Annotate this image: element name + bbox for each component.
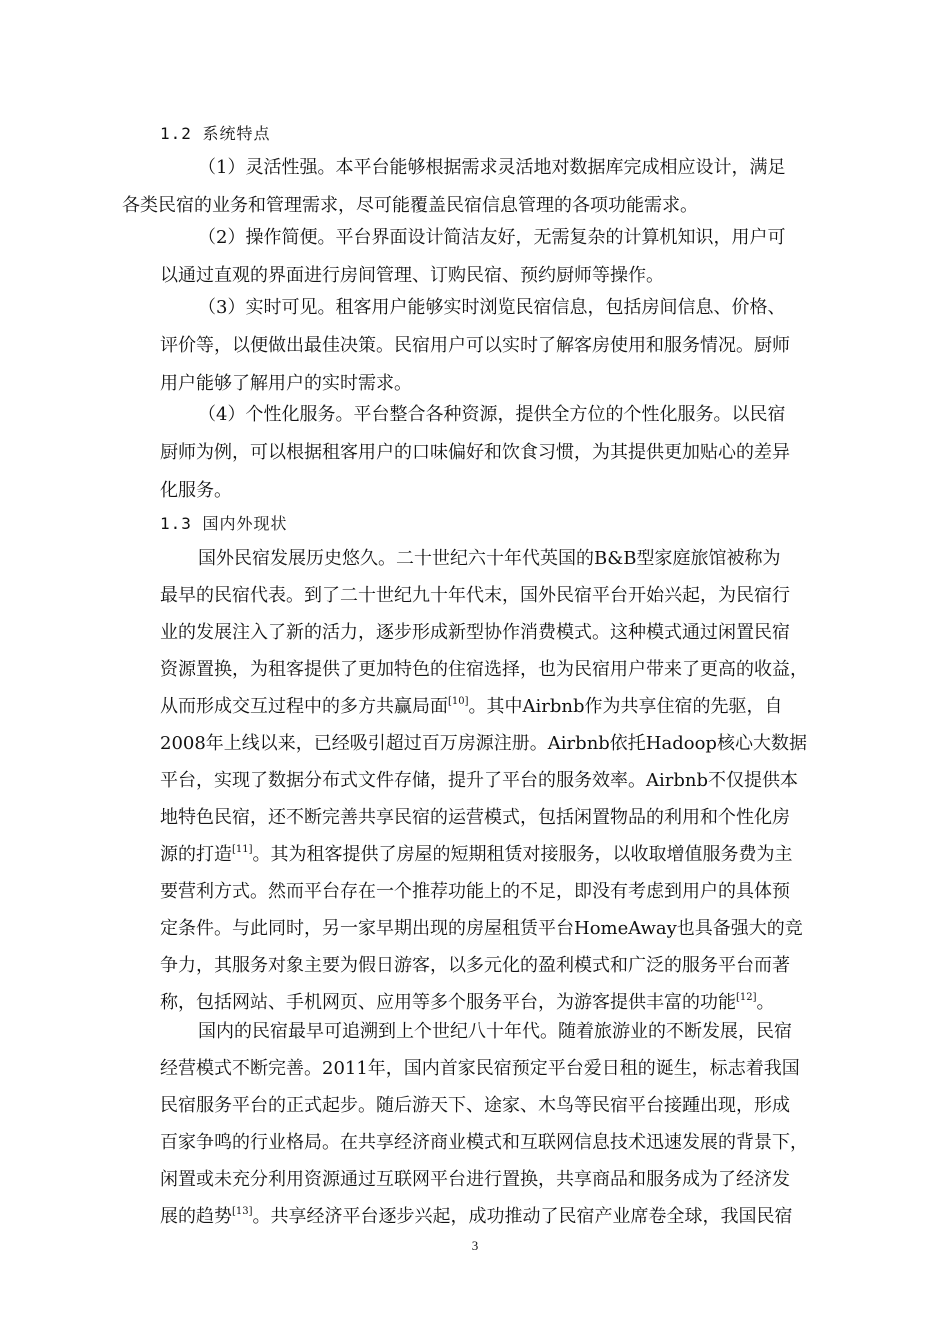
text-segment: 。其为租客提供了房屋的短期租赁对接服务，以收取增值服务费为主 (252, 844, 793, 865)
citation-ref-13: [13] (232, 1206, 253, 1217)
text-line: （2）操作简便。平台界面设计简洁友好，无需复杂的计算机知识，用户可 (198, 227, 786, 248)
paragraph-abroad (160, 540, 830, 1021)
text-line: 用户能够了解用户的实时需求。 (160, 373, 412, 394)
text-line: 民宿服务平台的正式起步。随后游天下、途家、木鸟等民宿平台接踵出现，形成 (160, 1095, 790, 1116)
text-line: 百家争鸣的行业格局。在共享经济商业模式和互联网信息技术迅速发展的背景下， (160, 1132, 808, 1153)
text-line: （3）实时可见。租客用户能够实时浏览民宿信息，包括房间信息、价格、 (198, 297, 786, 318)
text-segment: 展的趋势 (160, 1206, 232, 1227)
text-line: 资源置换，为租客提供了更加特色的住宿选择，也为民宿用户带来了更高的收益， (160, 659, 808, 680)
text-line: 地特色民宿，还不断完善共享民宿的运营模式，包括闲置物品的利用和个性化房 (160, 807, 790, 828)
text-line (160, 836, 830, 873)
text-line: 各类民宿的业务和管理需求，尽可能覆盖民宿信息管理的各项功能需求。 (122, 195, 698, 216)
text-segment: 。其中Airbnb作为共享住宿的先驱，自 (468, 696, 783, 717)
text-line: 以通过直观的界面进行房间管理、订购民宿、预约厨师等操作。 (160, 265, 664, 286)
text-segment: 。 (756, 992, 775, 1013)
text-line: 化服务。 (160, 480, 232, 501)
text-line: 定条件。与此同时，另一家早期出现的房屋租赁平台HomeAway也具备强大的竞 (160, 918, 803, 939)
text-line: 2008年上线以来，已经吸引超过百万房源注册。Airbnb依托Hadoop核心大数据 (160, 733, 807, 754)
text-segment: 源的打造 (160, 844, 232, 865)
text-segment: 从而形成交互过程中的多方共赢局面 (160, 696, 448, 717)
text-line: 要营利方式。然而平台存在一个推荐功能上的不足，即没有考虑到用户的具体预 (160, 881, 790, 902)
citation-ref-11: [11] (232, 844, 253, 855)
text-line: （4）个性化服务。平台整合各种资源，提供全方位的个性化服务。以民宿 (198, 404, 786, 425)
section-heading-1-2: 1.2 系统特点 (160, 124, 271, 143)
text-segment: 。共享经济平台逐步兴起，成功推动了民宿产业席卷全球，我国民宿 (252, 1206, 793, 1227)
citation-ref-10: [10] (448, 696, 469, 707)
feature-item-2 (160, 219, 830, 295)
section-heading-1-3: 1.3 国内外现状 (160, 514, 288, 533)
text-line: 业的发展注入了新的活力，逐步形成新型协作消费模式。这种模式通过闲置民宿 (160, 622, 790, 643)
text-line: 厨师为例，可以根据租客用户的口味偏好和饮食习惯，为其提供更加贴心的差异 (160, 442, 790, 463)
paragraph-domestic (160, 1013, 830, 1235)
text-line: 国内的民宿最早可追溯到上个世纪八十年代。随着旅游业的不断发展，民宿 (198, 1021, 792, 1042)
text-line (160, 1198, 830, 1235)
text-line: 国外民宿发展历史悠久。二十世纪六十年代英国的B&B型家庭旅馆被称为 (198, 548, 781, 569)
page-number: 3 (471, 1238, 479, 1253)
text-line: 经营模式不断完善。2011年，国内首家民宿预定平台爱日租的诞生，标志着我国 (160, 1058, 800, 1079)
citation-ref-12: [12] (736, 992, 757, 1003)
text-line: 最早的民宿代表。到了二十世纪九十年代末，国外民宿平台开始兴起，为民宿行 (160, 585, 790, 606)
feature-item-3 (160, 289, 830, 403)
text-line (160, 688, 830, 725)
text-segment: 称，包括网站、手机网页、应用等多个服务平台，为游客提供丰富的功能 (160, 992, 736, 1013)
feature-item-1 (122, 149, 830, 225)
feature-item-4 (160, 396, 830, 510)
text-line: 闲置或未充分利用资源通过互联网平台进行置换，共享商品和服务成为了经济发 (160, 1169, 790, 1190)
text-line: 评价等，以便做出最佳决策。民宿用户可以实时了解客房使用和服务情况。厨师 (160, 335, 790, 356)
text-line: （1）灵活性强。本平台能够根据需求灵活地对数据库完成相应设计，满足 (198, 157, 786, 178)
text-line: 争力，其服务对象主要为假日游客，以多元化的盈利模式和广泛的服务平台而著 (160, 955, 790, 976)
text-line: 平台，实现了数据分布式文件存储，提升了平台的服务效率。Airbnb不仅提供本 (160, 770, 798, 791)
